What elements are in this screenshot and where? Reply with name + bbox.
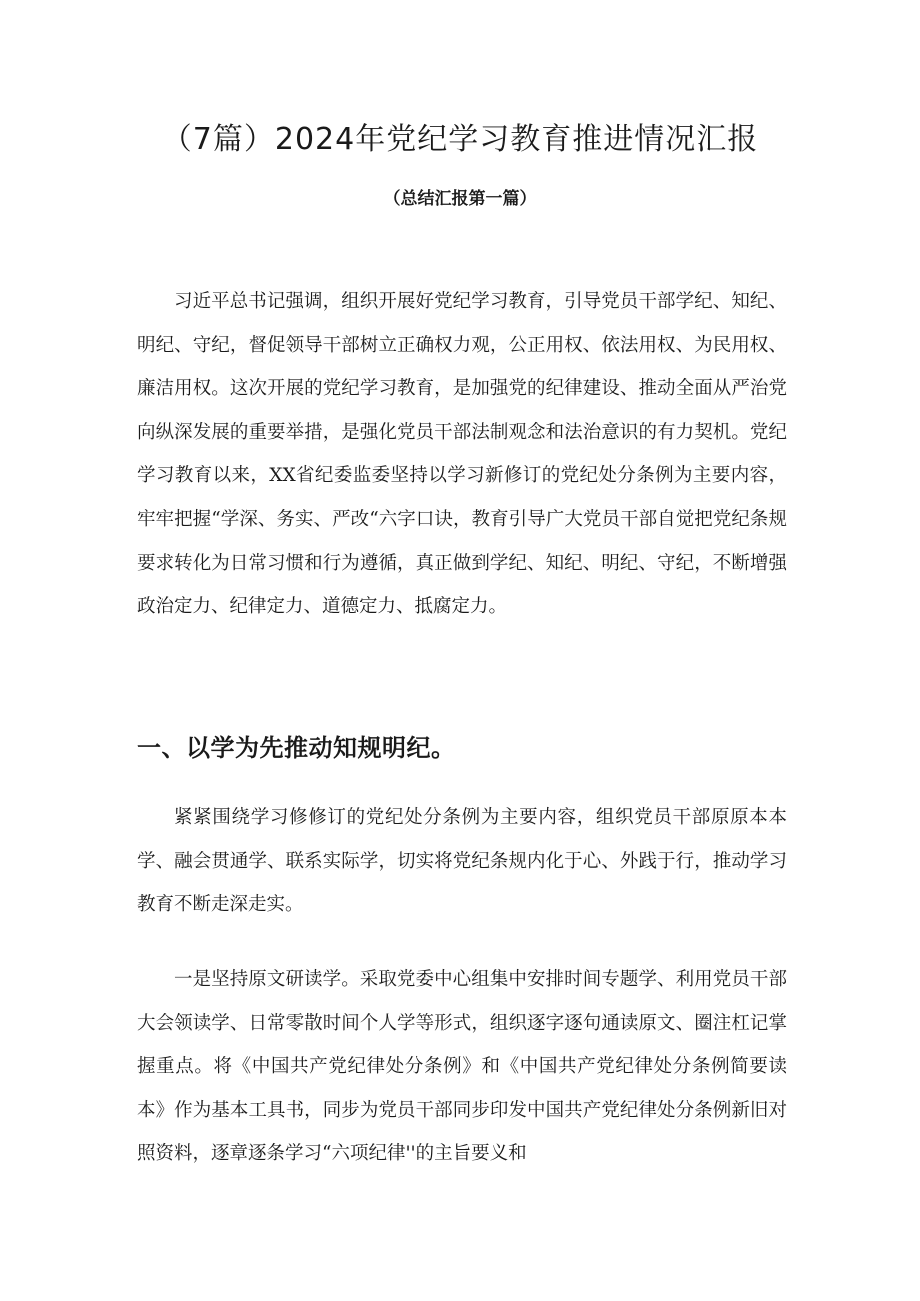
section-heading: 一、以学为先推动知规明纪。 — [137, 734, 456, 762]
document-title: （7篇）2024年党纪学习教育推进情况汇报 — [161, 122, 759, 157]
section-paragraph: 紧紧围绕学习修修订的党纪处分条例为主要内容，组织党员干部原原本本学、融会贯通学、联系实际学，切实将党纪条规内化于心、外践于行，推动学习教育不断走深走实。 — [137, 807, 787, 916]
document-subtitle: （总结汇报第一篇） — [383, 189, 537, 209]
intro-paragraph: 习近平总书记强调，组织开展好党纪学习教育，引导党员干部学纪、知纪、明纪、守纪，督促领导干部树立正确权力观，公正用权、依法用权、为民用权、廉洁用权。这次开展的党纪学习教育，是加强党的纪律建设、推动全面从严治党向纵深发展的重要举措，是强化党员干部法制观念和法治意识的有力契机。党纪学习教育以来，XX省纪委监委坚持以学习新修订的党纪处分条例为主要内容，牢牢把握“学深、务实、严改“六字口诀，教育引导广大党员干部自觉把党纪条规要求转化为日常习惯和行为遵循，真正做到学纪、知纪、明纪、守纪，不断增强政治定力、纪律定力、道德定力、抵腐定力。 — [137, 291, 787, 618]
point-one-paragraph: 一是坚持原文研读学。采取党委中心组集中安排时间专题学、利用党员干部大会领读学、日常零散时间个人学等形式，组织逐字逐句通读原文、圈注杠记掌握重点。将《中国共产党纪律处分条例》和《中国共产党纪律处分条例简要读本》作为基本工具书，同步为党员干部同步印发中国共产党纪律处分条例新旧对照资料，逐章逐条学习“六项纪律''的主旨要义和 — [137, 969, 787, 1165]
